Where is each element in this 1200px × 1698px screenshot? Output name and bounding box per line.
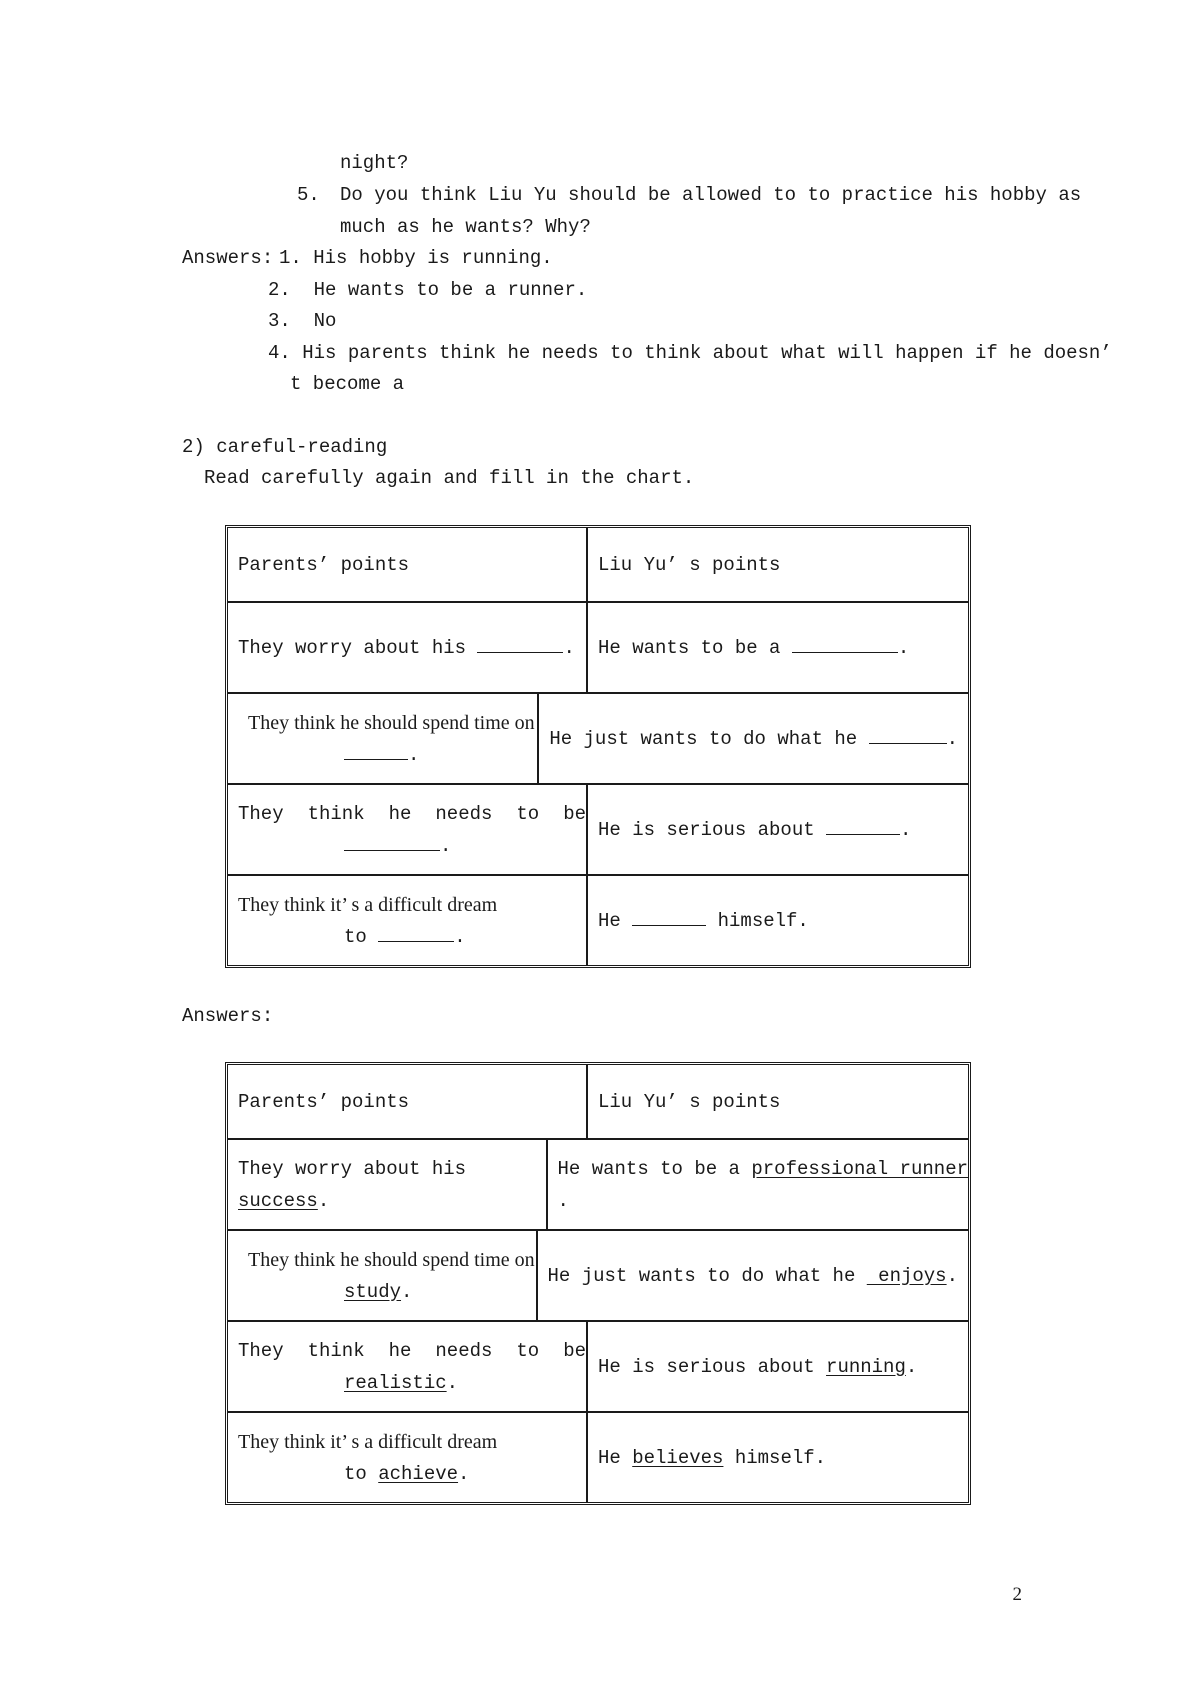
page-number: 2 [1012,1584,1022,1605]
chart-row [228,601,968,692]
chart-row [228,1320,968,1411]
answer-word: achieve [378,1462,459,1485]
chart-row [228,874,968,965]
answer-blank[interactable] [792,634,898,653]
answers-label-2: Answers: [182,1005,274,1027]
answer-word: realistic [344,1371,447,1394]
chart-cell: They think he should spend time on study. [228,1231,538,1320]
chart-cell: They worry about his success. [228,1140,548,1229]
answer-4-line2: t become a [290,373,405,395]
chart-row [228,692,968,783]
answer-word: running [826,1355,906,1378]
chart-header-parents: Parents’ points [228,528,588,601]
chart-cell: He is serious about . [588,785,968,874]
answer-blank[interactable] [869,725,947,744]
chart-cell: He himself. [588,876,968,965]
chart-header-parents: Parents’ points [228,1065,588,1138]
answer-word: believes [632,1446,724,1469]
answer-blank[interactable] [344,741,408,760]
answer-chart [225,1062,971,1505]
chart-row [228,783,968,874]
chart-header-row [228,528,968,601]
fill-in-chart [225,525,971,968]
answer-blank[interactable] [826,816,900,835]
answers-label: Answers: [182,247,274,269]
question-4-continuation: night? [340,152,409,174]
chart-cell: He just wants to do what he . [539,694,968,783]
answer-blank[interactable] [344,832,440,851]
chart-cell: They think he should spend time on . [228,694,539,783]
answer-word: study [344,1280,402,1303]
chart-header-liuyu: Liu Yu’ s points [598,553,781,576]
answer-2: 2. He wants to be a runner. [268,279,588,301]
section-instruction: Read carefully again and fill in the chart. [204,467,695,489]
answer-3: 3. No [268,310,337,332]
chart-cell: They think he needs to be . [228,785,588,874]
chart-cell: They think he needs to be realistic. [228,1322,588,1411]
chart-header-liuyu: Liu Yu’ s points [598,1090,781,1113]
chart-header-row [228,1065,968,1138]
answer-1: 1. His hobby is running. [279,247,553,269]
answer-blank[interactable] [632,907,706,926]
answer-word: professional runner [751,1157,968,1180]
chart-cell: He just wants to do what he enjoys. [547,1264,958,1287]
chart-row [228,1138,968,1229]
answer-word: enjoys [866,1264,947,1287]
chart-cell: They think it’ s a difficult dream to achieve. [228,1413,588,1502]
question-5-line1: Do you think Liu Yu should be allowed to to practice his hobby as [340,184,1082,206]
chart-cell: They think it’ s a difficult dream to . [228,876,588,965]
chart-row [228,1411,968,1502]
chart-cell: He wants to be a professional runner . [557,1157,968,1212]
chart-cell: He believes himself. [598,1446,827,1469]
answer-blank[interactable] [477,634,563,653]
chart-cell: They worry about his . [228,603,588,692]
question-5-line2: much as he wants? Why? [340,216,591,238]
section-heading: 2) careful-reading [182,436,388,458]
answer-blank[interactable] [378,923,454,942]
answer-4-line1: 4. His parents think he needs to think about what will happen if he doesn’ [268,342,1112,364]
answer-word: success [238,1189,318,1212]
question-5-number: 5. [297,184,320,206]
chart-row [228,1229,968,1320]
chart-cell: He is serious about running. [598,1355,918,1378]
chart-cell: He wants to be a . [588,603,968,692]
